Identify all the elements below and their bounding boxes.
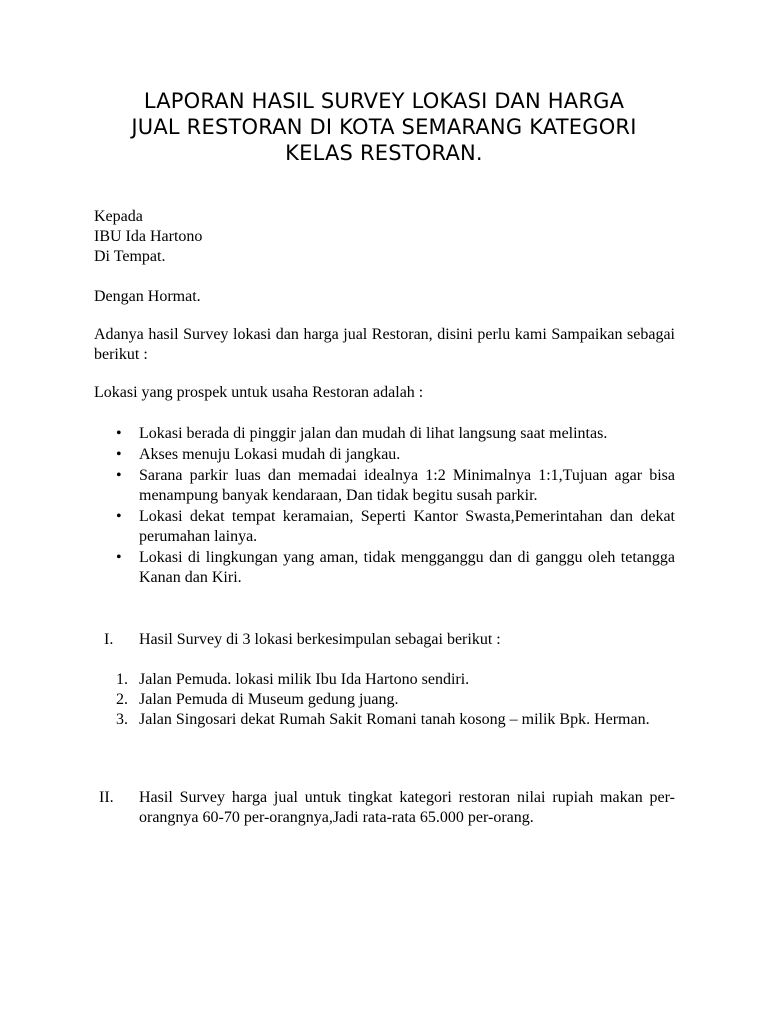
list-item-number: 1. bbox=[116, 671, 128, 688]
list-item-text: Lokasi dekat tempat keramaian, Seperti Kantor Swasta,Pemerintahan dan dekat perumahan lainya. bbox=[139, 508, 675, 545]
greeting: Dengan Hormat. bbox=[94, 288, 201, 305]
recipient-line-2: IBU Ida Hartono bbox=[94, 228, 203, 245]
section-1-heading: Hasil Survey di 3 lokasi berkesimpulan sebagai berikut : bbox=[139, 631, 501, 648]
section-1-numeral: I. bbox=[104, 631, 114, 648]
list-item bbox=[94, 690, 675, 710]
list-item bbox=[94, 548, 675, 588]
list-item bbox=[94, 507, 675, 547]
document-title bbox=[60, 88, 708, 166]
list-item bbox=[94, 670, 675, 690]
list-item-text: Akses menuju Lokasi mudah di jangkau. bbox=[139, 446, 401, 463]
title-line-2: JUAL RESTORAN DI KOTA SEMARANG KATEGORI bbox=[131, 115, 637, 139]
recipient-line-1: Kepada bbox=[94, 208, 143, 225]
section-2-numeral: II. bbox=[99, 789, 114, 806]
bullet-icon: • bbox=[116, 425, 122, 442]
bullet-icon: • bbox=[116, 446, 122, 463]
title-line-1: LAPORAN HASIL SURVEY LOKASI DAN HARGA bbox=[143, 89, 625, 113]
list-item-text: Jalan Singosari dekat Rumah Sakit Romani tanah kosong – milik Bpk. Herman. bbox=[139, 711, 650, 728]
title-line-3: KELAS RESTORAN. bbox=[285, 141, 483, 165]
list-item bbox=[94, 466, 675, 506]
list-item-text: Sarana parkir luas dan memadai idealnya 1:2 Minimalnya 1:1,Tujuan agar bisa menampung banyak kendaraan, Dan tidak begitu susah parkir. bbox=[139, 467, 675, 504]
section-2-paragraph: Hasil Survey harga jual untuk tingkat kategori restoran nilai rupiah makan per-orangnya 60-70 per-orangnya,Jadi rata-rata 65.000 per-orang. bbox=[139, 789, 675, 826]
survey-locations-list bbox=[94, 670, 675, 730]
intro-paragraph: Adanya hasil Survey lokasi dan harga jual Restoran, disini perlu kami Sampaikan sebagai berikut : bbox=[94, 326, 675, 363]
location-criteria-list bbox=[94, 424, 675, 589]
list-item-text: Lokasi berada di pinggir jalan dan mudah di lihat langsung saat melintas. bbox=[139, 425, 608, 442]
location-heading: Lokasi yang prospek untuk usaha Restoran adalah : bbox=[94, 384, 424, 401]
bullet-icon: • bbox=[116, 467, 122, 484]
bullet-icon: • bbox=[116, 549, 122, 566]
list-item-text: Lokasi di lingkungan yang aman, tidak mengganggu dan di ganggu oleh tetangga Kanan dan Kiri. bbox=[139, 549, 675, 586]
list-item bbox=[94, 710, 675, 730]
list-item-number: 2. bbox=[116, 691, 128, 708]
list-item bbox=[94, 424, 675, 444]
recipient-block bbox=[94, 207, 675, 267]
list-item-text: Jalan Pemuda. lokasi milik Ibu Ida Hartono sendiri. bbox=[139, 671, 470, 688]
list-item bbox=[94, 445, 675, 465]
list-item-number: 3. bbox=[116, 711, 128, 728]
list-item-text: Jalan Pemuda di Museum gedung juang. bbox=[139, 691, 399, 708]
recipient-line-3: Di Tempat. bbox=[94, 248, 166, 265]
bullet-icon: • bbox=[116, 508, 122, 525]
